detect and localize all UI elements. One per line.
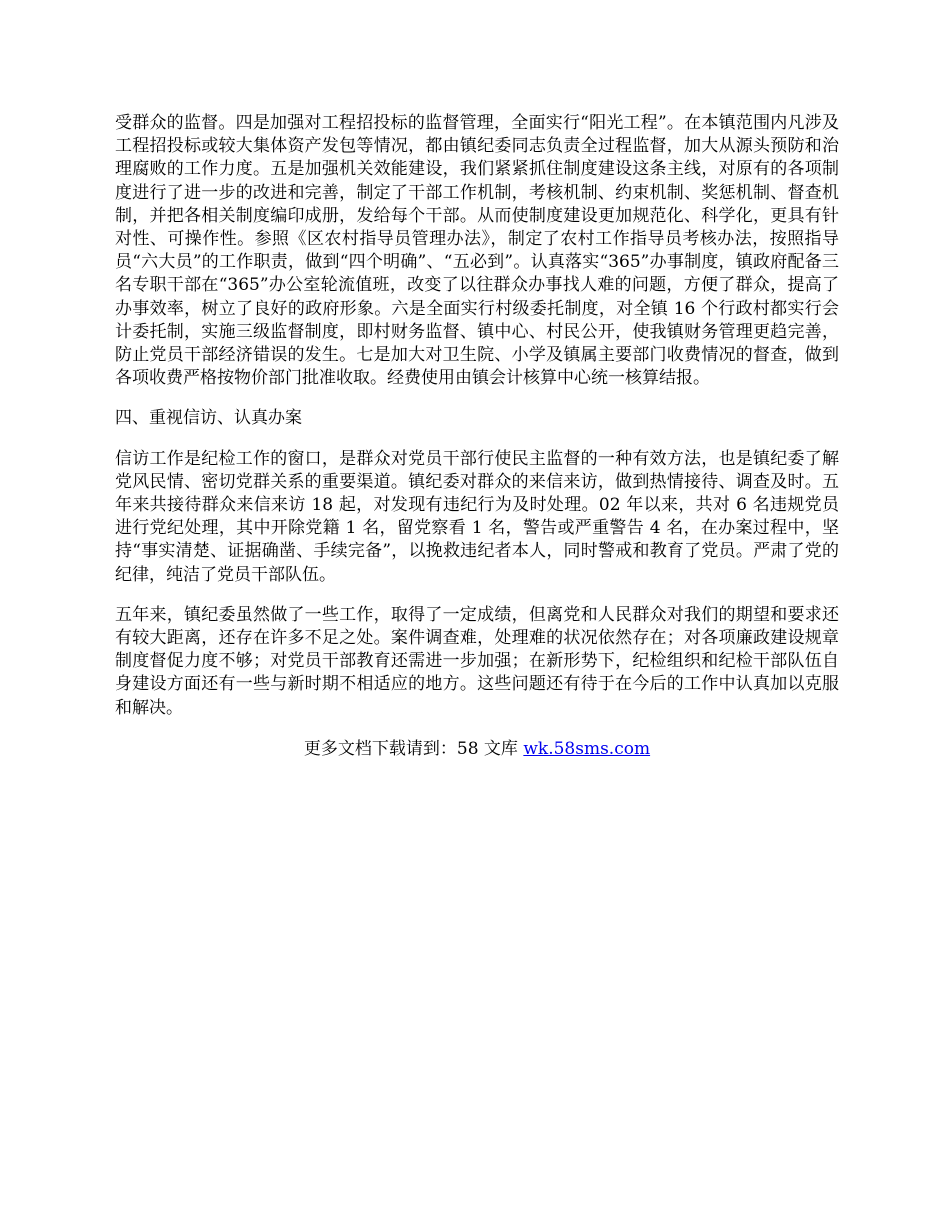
download-footer bbox=[115, 738, 839, 761]
footer-prefix-text: 更多文档下载请到：58 文库 bbox=[303, 738, 524, 759]
document-body bbox=[115, 112, 839, 761]
body-paragraph-2: 信访工作是纪检工作的窗口，是群众对党员干部行使民主监督的一种有效方法，也是镇纪委了解党风民情、密切党群关系的重要渠道。镇纪委对群众的来信来访，做到热情接待、调查及时。五年来共接待群众来信来访 18 起，对发现有违纪行为及时处理。02 年以来，共对 6 名违规党员进行党纪处理，其中开除党籍 1 名，留党察看 1 名，警告或严重警告 4 名，在办案过程中，坚持“事实清楚、证据确凿、手续完备”，以挽救违纪者本人，同时警戒和教育了党员。严肃了党的纪律，纯洁了党员干部队伍。 bbox=[115, 448, 839, 585]
body-paragraph-1: 受群众的监督。四是加强对工程招投标的监督管理，全面实行“阳光工程”。在本镇范围内凡涉及工程招投标或较大集体资产发包等情况，都由镇纪委同志负责全过程监督，加大从源头预防和治理腐败的工作力度。五是加强机关效能建设，我们紧紧抓住制度建设这条主线，对原有的各项制度进行了进一步的改进和完善，制定了干部工作机制，考核机制、约束机制、奖惩机制、督查机制，并把各相关制度编印成册，发给每个干部。从而使制度建设更加规范化、科学化，更具有针对性、可操作性。参照《区农村指导员管理办法》，制定了农村工作指导员考核办法，按照指导员“六大员”的工作职责，做到“四个明确”、“五必到”。认真落实“365”办事制度，镇政府配备三名专职干部在“365”办公室轮流值班，改变了以往群众办事找人难的问题，方便了群众，提高了办事效率，树立了良好的政府形象。六是全面实行村级委托制度，对全镇 16 个行政村都实行会计委托制，实施三级监督制度，即村财务监督、镇中心、村民公开，使我镇财务管理更趋完善，防止党员干部经济错误的发生。七是加大对卫生院、小学及镇属主要部门收费情况的督查，做到各项收费严格按物价部门批准收取。经费使用由镇会计核算中心统一核算结报。 bbox=[115, 113, 839, 389]
body-paragraph-3: 五年来，镇纪委虽然做了一些工作，取得了一定成绩，但离党和人民群众对我们的期望和要求还有较大距离，还存在许多不足之处。案件调查难，处理难的状况依然存在；对各项廉政建设规章制度督促力度不够；对党员干部教育还需进一步加强；在新形势下，纪检组织和纪检干部队伍自身建设方面还有一些与新时期不相适应的地方。这些问题还有待于在今后的工作中认真加以克服和解决。 bbox=[115, 604, 839, 718]
section-heading-4: 四、重视信访、认真办案 bbox=[115, 408, 302, 429]
footer-link[interactable]: wk.58sms.com bbox=[523, 738, 651, 759]
